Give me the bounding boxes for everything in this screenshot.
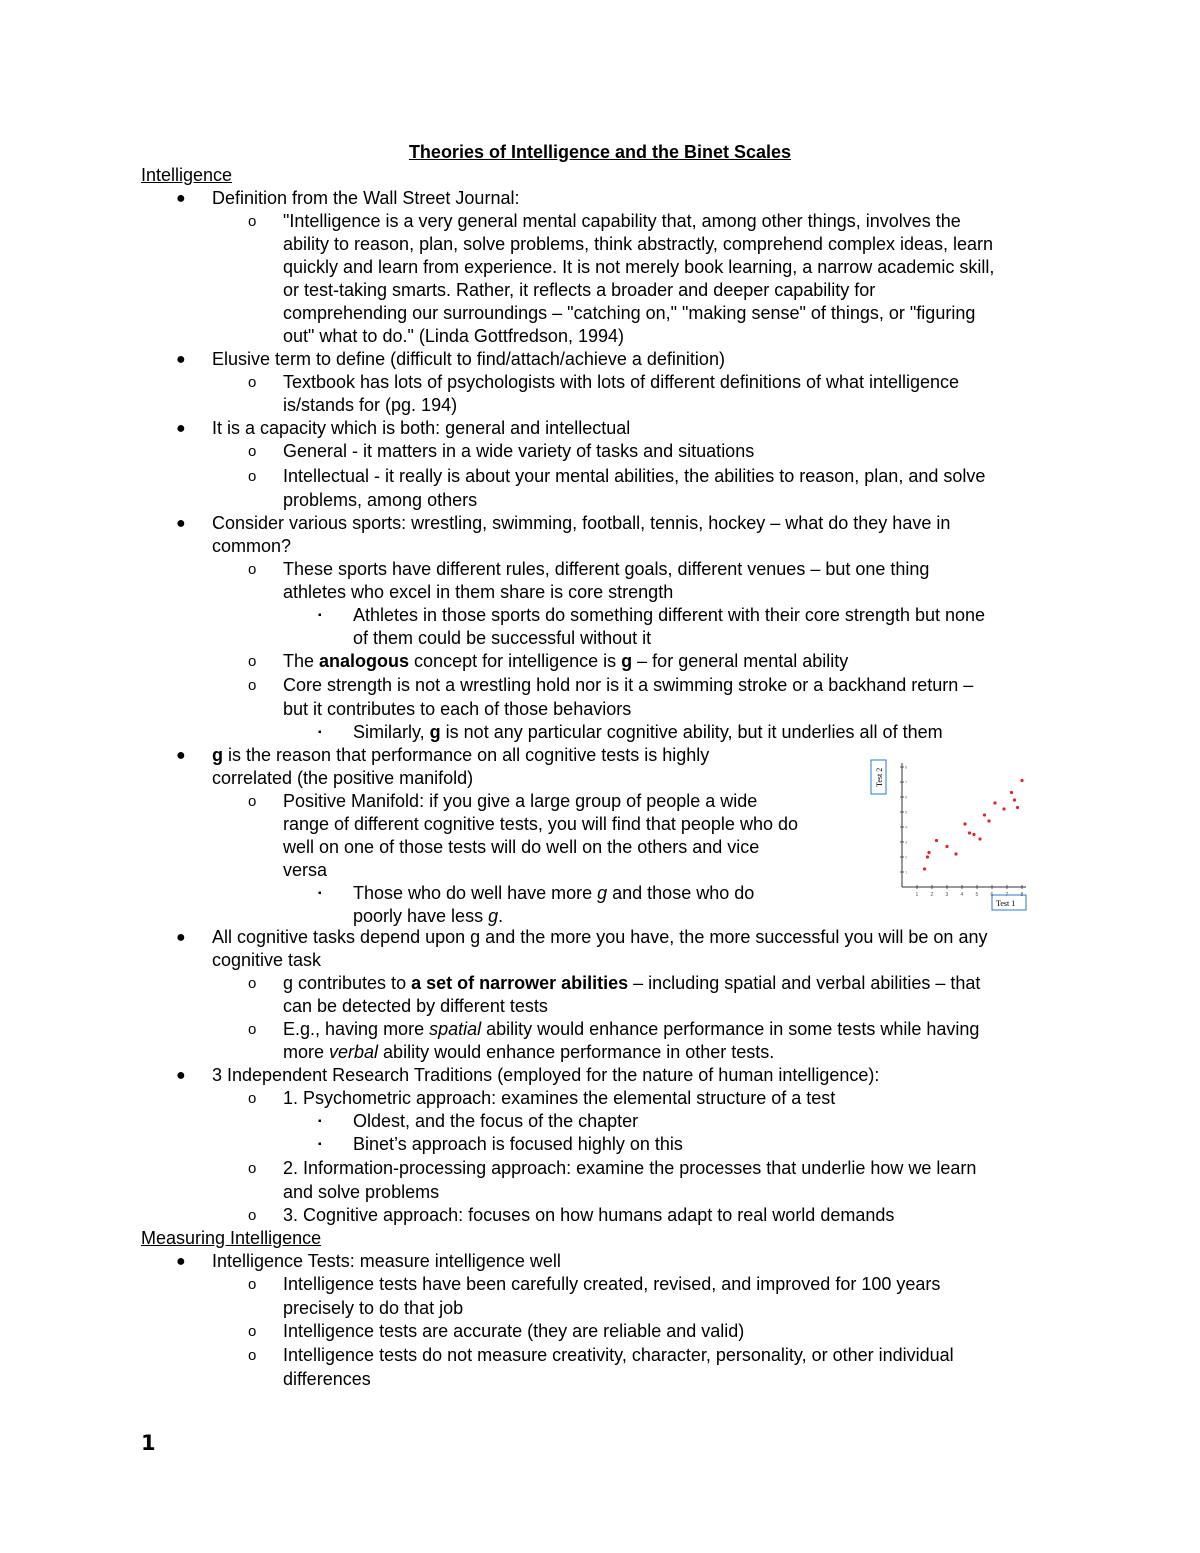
scatter-point xyxy=(978,837,981,840)
list-item: 2. Information-processing approach: examine the processes that underlie how we learn xyxy=(283,1158,977,1178)
list-item: and solve problems xyxy=(283,1182,440,1202)
list-item: common? xyxy=(212,536,292,556)
x-tick-label: 5 xyxy=(975,892,979,898)
scatter-point xyxy=(968,831,971,834)
list-item: Binet’s approach is focused highly on this xyxy=(353,1134,683,1154)
bullet-circle: o xyxy=(248,1276,257,1293)
scatter-point xyxy=(972,833,975,836)
bullet-dot: ● xyxy=(176,351,186,368)
bullet-circle: o xyxy=(248,1207,257,1224)
list-item: Core strength is not a wrestling hold nor is it a swimming stroke or a backhand return – xyxy=(283,675,974,695)
list-item: "Intelligence is a very general mental capability that, among other things, involves the xyxy=(283,211,961,231)
list-item: Textbook has lots of psychologists with lots of different definitions of what intelligence xyxy=(283,372,960,392)
list-item xyxy=(353,721,943,744)
text-run-bold: g xyxy=(621,651,633,671)
list-item xyxy=(283,1018,979,1041)
scatter-point xyxy=(1016,806,1019,809)
text-run: and those who do xyxy=(607,883,755,903)
bullet-square: ▪ xyxy=(318,610,322,621)
list-item: can be detected by different tests xyxy=(283,996,548,1016)
list-item: athletes who excel in them share is core strength xyxy=(283,582,674,602)
bullet-dot: ● xyxy=(176,190,186,207)
text-run-italic: g xyxy=(597,883,608,903)
bullet-dot: ● xyxy=(176,747,186,764)
bullet-dot: ● xyxy=(176,929,186,946)
axis-ticks xyxy=(900,765,1024,899)
page-number: 1 xyxy=(141,1431,156,1455)
text-run-bold: g xyxy=(212,745,223,765)
scatter-point xyxy=(935,839,938,842)
list-item xyxy=(353,882,754,905)
bullet-dot: ● xyxy=(176,515,186,532)
list-item: Intellectual - it really is about your mental abilities, the abilities to reason, plan, and solve xyxy=(283,466,986,486)
y-tick-label: 6 xyxy=(905,794,908,800)
list-item: differences xyxy=(283,1369,371,1389)
bullet-circle: o xyxy=(248,1021,257,1038)
list-item: of them could be successful without it xyxy=(353,628,652,648)
text-run: ability would enhance performance in some tests while having xyxy=(481,1019,980,1039)
text-run-italic: verbal xyxy=(329,1042,379,1062)
list-item: Oldest, and the focus of the chapter xyxy=(353,1111,639,1131)
bullet-circle: o xyxy=(248,653,257,670)
scatter-point xyxy=(954,852,957,855)
scatter-point xyxy=(987,819,990,822)
text-run-bold: analogous xyxy=(319,651,410,671)
data-points xyxy=(923,779,1024,871)
text-run-bold: a set of narrower abilities xyxy=(411,973,629,993)
scatter-point xyxy=(963,822,966,825)
y-tick-label: 3 xyxy=(905,839,908,845)
bullet-square: ▪ xyxy=(318,888,322,899)
y-tick-label: 2 xyxy=(905,854,908,860)
text-run: poorly have less xyxy=(353,906,489,926)
bullet-dot: ● xyxy=(176,420,186,437)
bullet-circle: o xyxy=(248,677,257,694)
section-heading-measuring: Measuring Intelligence xyxy=(141,1228,322,1248)
text-run: ability would enhance performance in other tests. xyxy=(378,1042,775,1062)
list-item: 1. Psychometric approach: examines the elemental structure of a test xyxy=(283,1088,836,1108)
text-run-bold: g xyxy=(429,722,441,742)
list-item xyxy=(283,650,848,673)
y-tick-label: 5 xyxy=(905,809,908,815)
scatter-point xyxy=(1020,779,1023,782)
list-item: or test-taking smarts. Rather, it reflects a broader and deeper capability for xyxy=(283,280,876,300)
list-item: range of different cognitive tests, you will find that people who do xyxy=(283,814,798,834)
section-heading-intelligence: Intelligence xyxy=(141,165,233,185)
bullet-circle: o xyxy=(248,1160,257,1177)
list-item: comprehending our surroundings – "catching on," "making sense" of things, or "figuring xyxy=(283,303,976,323)
list-item: These sports have different rules, different goals, different venues – but one thing xyxy=(283,559,930,579)
text-run: – for general mental ability xyxy=(632,651,849,671)
bullet-circle: o xyxy=(248,468,257,485)
scatter-point xyxy=(1002,807,1005,810)
list-item xyxy=(283,972,980,995)
scatter-point xyxy=(983,813,986,816)
list-item: is/stands for (pg. 194) xyxy=(283,395,458,415)
scatter-point xyxy=(1010,791,1013,794)
list-item: Intelligence tests do not measure creativity, character, personality, or other individual xyxy=(283,1345,954,1365)
scatter-point xyxy=(1013,798,1016,801)
list-item xyxy=(212,744,709,767)
bullet-circle: o xyxy=(248,975,257,992)
x-axis-label: Test 1 xyxy=(996,899,1016,908)
list-item: Definition from the Wall Street Journal: xyxy=(212,188,520,208)
list-item: but it contributes to each of those behaviors xyxy=(283,699,632,719)
list-item: Intelligence tests are accurate (they are reliable and valid) xyxy=(283,1321,745,1341)
list-item: precisely to do that job xyxy=(283,1298,464,1318)
list-item: Intelligence Tests: measure intelligence well xyxy=(212,1251,561,1271)
list-item: correlated (the positive manifold) xyxy=(212,768,474,788)
text-run: g contributes to xyxy=(283,973,412,993)
bullet-circle: o xyxy=(248,1323,257,1340)
list-item xyxy=(283,1041,774,1064)
list-item: out" what to do." (Linda Gottfredson, 1994) xyxy=(283,326,624,346)
scatter-point xyxy=(945,845,948,848)
text-run: – including spatial and verbal abilities – that xyxy=(628,973,981,993)
text-run: Those who do well have more xyxy=(353,883,598,903)
list-item: All cognitive tasks depend upon g and the more you have, the more successful you will be on any xyxy=(212,927,988,947)
list-item: 3 Independent Research Traditions (employed for the nature of human intelligence): xyxy=(212,1065,880,1085)
bullet-square: ▪ xyxy=(318,1139,322,1150)
list-item: well on one of those tests will do well on the others and vice xyxy=(283,837,760,857)
text-run: is the reason that performance on all cognitive tests is highly xyxy=(223,745,710,765)
list-item: Athletes in those sports do something different with their core strength but none xyxy=(353,605,986,625)
list-item: problems, among others xyxy=(283,490,478,510)
x-tick-label: 8 xyxy=(1020,892,1024,898)
bullet-square: ▪ xyxy=(318,1116,322,1127)
list-item: General - it matters in a wide variety of tasks and situations xyxy=(283,441,755,461)
y-tick-label: 1 xyxy=(905,869,908,875)
scatter-point xyxy=(923,867,926,870)
bullet-circle: o xyxy=(248,1090,257,1107)
list-item: Consider various sports: wrestling, swimming, football, tennis, hockey – what do they have in xyxy=(212,513,951,533)
list-item: Elusive term to define (difficult to find/attach/achieve a definition) xyxy=(212,349,725,369)
text-run: more xyxy=(283,1042,330,1062)
list-item xyxy=(353,905,503,928)
bullet-circle: o xyxy=(248,1347,257,1364)
list-item: quickly and learn from experience. It is not merely book learning, a narrow academic skill, xyxy=(283,257,995,277)
y-axis-label: Test 2 xyxy=(875,767,884,787)
x-tick-label: 3 xyxy=(945,892,949,898)
scatter-point xyxy=(993,801,996,804)
x-tick-label: 1 xyxy=(915,892,919,898)
bullet-circle: o xyxy=(248,561,257,578)
scatter-point xyxy=(926,855,929,858)
bullet-dot: ● xyxy=(176,1067,186,1084)
scatter-chart xyxy=(868,757,1032,913)
x-tick-label: 6 xyxy=(990,892,994,898)
scatter-point xyxy=(927,851,930,854)
list-item: It is a capacity which is both: general and intellectual xyxy=(212,418,631,438)
x-tick-label: 2 xyxy=(930,892,934,898)
text-run: . xyxy=(498,906,504,926)
bullet-circle: o xyxy=(248,213,257,230)
scatter-plot-svg xyxy=(868,757,1032,913)
text-run: Similarly, xyxy=(353,722,430,742)
list-item: 3. Cognitive approach: focuses on how humans adapt to real world demands xyxy=(283,1205,895,1225)
text-run: is not any particular cognitive ability, but it underlies all of them xyxy=(440,722,943,742)
list-item: Positive Manifold: if you give a large group of people a wide xyxy=(283,791,758,811)
bullet-square: ▪ xyxy=(318,727,322,738)
text-run: The xyxy=(283,651,320,671)
list-item: cognitive task xyxy=(212,950,322,970)
x-tick-label: 4 xyxy=(960,892,964,898)
text-run-italic: g xyxy=(488,906,499,926)
document-title: Theories of Intelligence and the Binet Scales xyxy=(408,142,792,162)
list-item: ability to reason, plan, solve problems, think abstractly, comprehend complex ideas, learn xyxy=(283,234,994,254)
bullet-circle: o xyxy=(248,374,257,391)
y-tick-label: 8 xyxy=(905,764,908,770)
bullet-dot: ● xyxy=(176,1253,186,1270)
text-run: E.g., having more xyxy=(283,1019,430,1039)
x-tick-label: 7 xyxy=(1005,892,1009,898)
bullet-circle: o xyxy=(248,443,257,460)
bullet-circle: o xyxy=(248,793,257,810)
text-run-italic: spatial xyxy=(429,1019,482,1039)
list-item: versa xyxy=(283,860,328,880)
y-tick-label: 7 xyxy=(905,779,908,785)
y-tick-label: 4 xyxy=(905,824,908,830)
list-item: Intelligence tests have been carefully created, revised, and improved for 100 years xyxy=(283,1274,941,1294)
text-run: concept for intelligence is xyxy=(409,651,622,671)
